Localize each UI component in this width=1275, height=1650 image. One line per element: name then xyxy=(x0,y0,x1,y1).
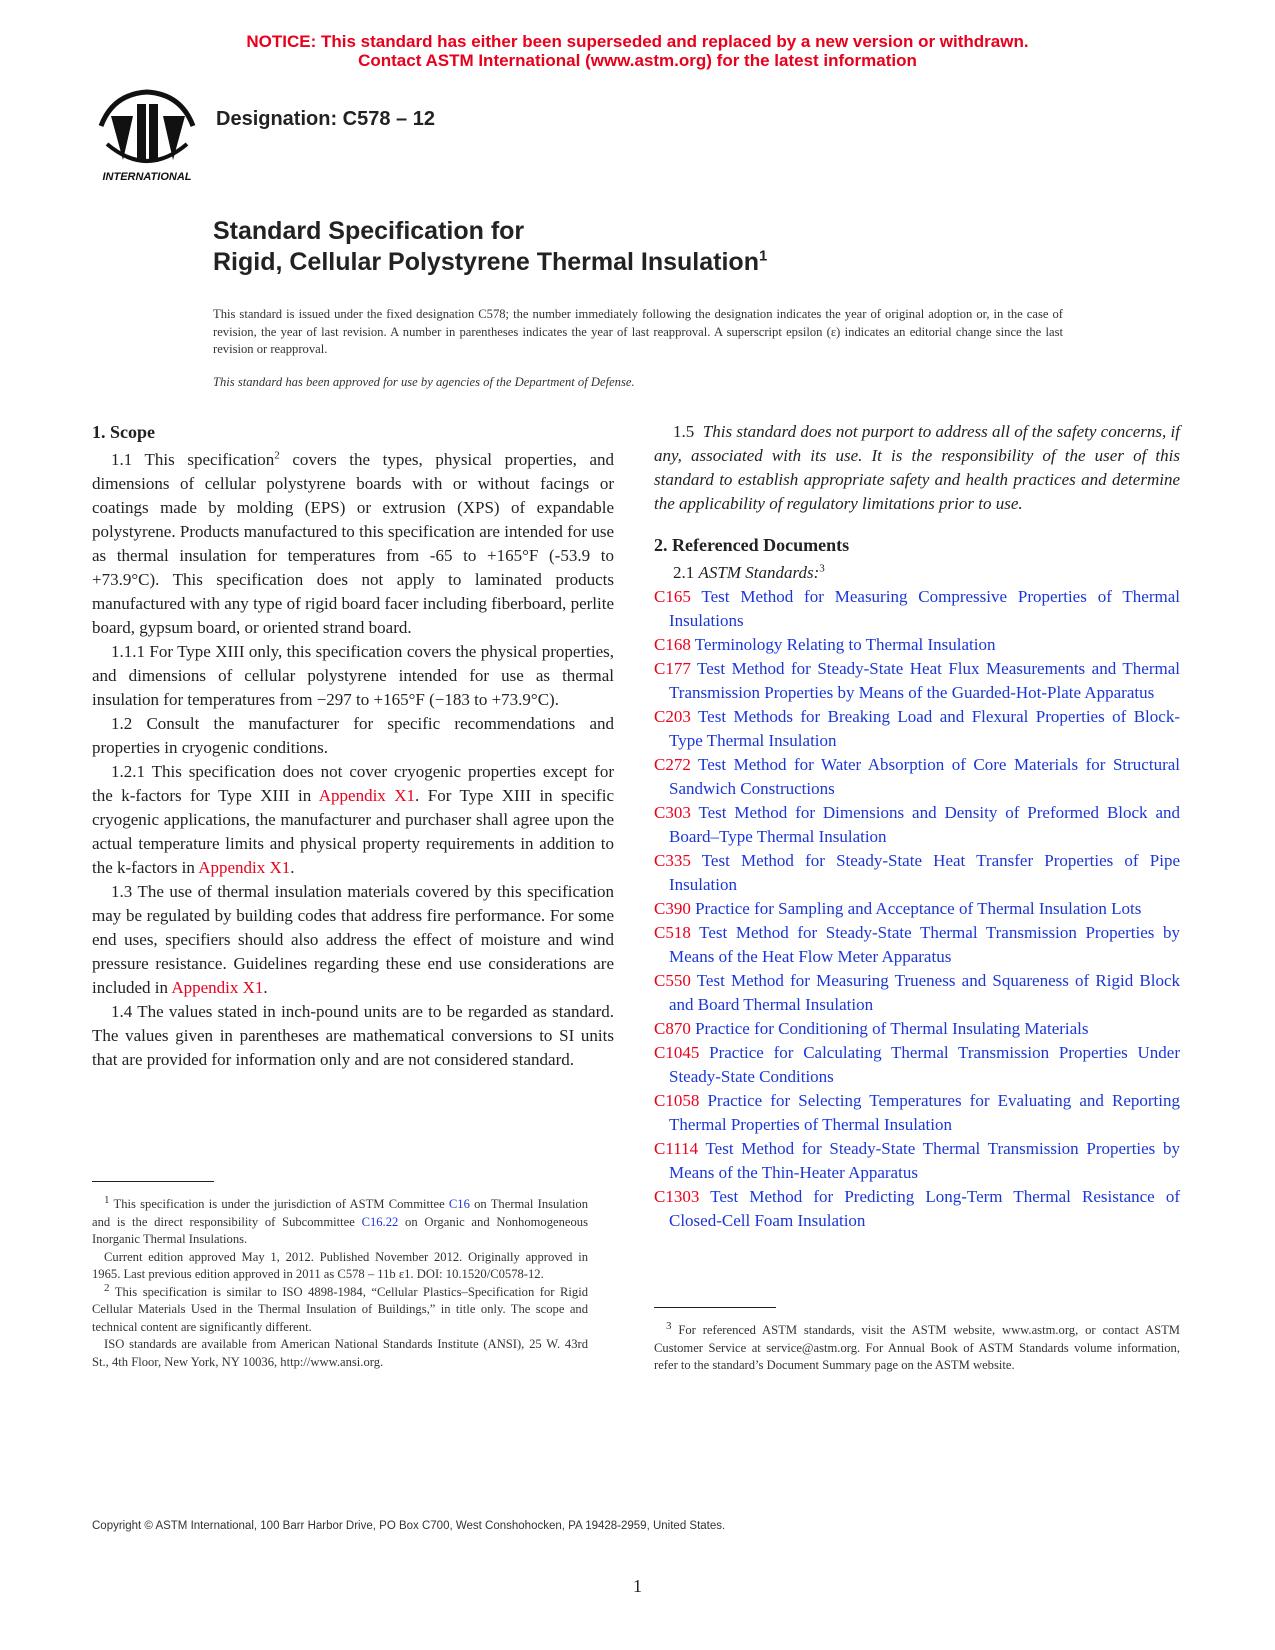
notice-line-2: Contact ASTM International (www.astm.org) for the latest information xyxy=(358,51,917,70)
para-1-3-text-a: 1.3 The use of thermal insulation materials covered by this specification may be regulated by building codes that address fire performance. For some end uses, specifiers should also address the effect of moisture and wind pressure resistance. Guidelines regarding these end use considerations are included in xyxy=(92,882,614,997)
title-line-2 xyxy=(213,247,767,278)
para-1-2-1-text-b: . For Type XIII in specific cryogenic applications, the manufacturer and purchaser shall agree upon the actual temperature limits and physical property requirements in addition to the k-factors in xyxy=(92,786,614,877)
footnote-3-text: For referenced ASTM standards, visit the ASTM website, www.astm.org, or contact ASTM Customer Service at service@astm.org. For Annual Book of ASTM Standards volume information, refer to the standard’s Document Summary page on the ASTM website. xyxy=(654,1323,1180,1372)
page-number: 1 xyxy=(633,1576,642,1596)
right-column xyxy=(654,420,1180,1233)
footnote-ref-3[interactable]: 3 xyxy=(819,562,825,575)
footnote-divider-right xyxy=(654,1307,776,1308)
para-1-3 xyxy=(92,880,614,1000)
footnote-divider-left xyxy=(92,1181,214,1182)
footnote-2 xyxy=(92,1281,588,1337)
reference-code-link[interactable]: C303 xyxy=(654,803,691,822)
reference-code-link[interactable]: C870 xyxy=(654,1019,691,1038)
committee-c16-link[interactable]: C16 xyxy=(448,1197,470,1211)
footnote-1-text-b: on Thermal Insulation and is the direct responsibility of Subcommittee xyxy=(92,1197,588,1229)
reference-title-link[interactable]: Practice for Selecting Temperatures for Evaluating and Reporting Thermal Properties of Thermal Insulation xyxy=(669,1091,1180,1134)
reference-code-link[interactable]: C390 xyxy=(654,899,691,918)
reference-item[interactable] xyxy=(654,585,1180,633)
footnote-1 xyxy=(92,1193,588,1249)
reference-item[interactable] xyxy=(654,1089,1180,1137)
reference-title-link[interactable]: Test Method for Measuring Compressive Properties of Thermal Insulations xyxy=(669,587,1180,630)
para-1-2-1-text-a: 1.2.1 This specification does not cover cryogenic properties except for the k-factors for Type XIII in xyxy=(92,762,614,805)
reference-item[interactable] xyxy=(654,705,1180,753)
reference-item[interactable] xyxy=(654,1017,1180,1041)
reference-item[interactable] xyxy=(654,633,1180,657)
scope-heading: 1. Scope xyxy=(92,422,155,442)
astm-standards-label xyxy=(654,561,1180,585)
logo-caption: INTERNATIONAL xyxy=(102,171,192,183)
reference-code-link[interactable]: C203 xyxy=(654,707,691,726)
reference-code-link[interactable]: C550 xyxy=(654,971,691,990)
approved-note: This standard has been approved for use by agencies of the Department of Defense. xyxy=(213,375,635,389)
appendix-x1-link[interactable]: Appendix X1 xyxy=(318,786,416,805)
reference-code-link[interactable]: C165 xyxy=(654,587,691,606)
reference-code-link[interactable]: C335 xyxy=(654,851,691,870)
subcommittee-c16-22-link[interactable]: C16.22 xyxy=(361,1214,399,1229)
reference-item[interactable] xyxy=(654,897,1180,921)
copyright: Copyright © ASTM International, 100 Barr Harbor Drive, PO Box C700, West Conshohocken, PA 19428-2959, United States. xyxy=(92,1520,726,1532)
footnotes-right xyxy=(654,1319,1180,1375)
reference-title-link[interactable]: Test Method for Steady-State Heat Transfer Properties of Pipe Insulation xyxy=(669,851,1180,894)
footnote-2-marker: 2 xyxy=(104,1281,110,1294)
reference-title-link[interactable]: Test Method for Steady-State Thermal Transmission Properties by Means of the Heat Flow Meter Apparatus xyxy=(669,923,1180,966)
reference-code-link[interactable]: C518 xyxy=(654,923,691,942)
reference-item[interactable] xyxy=(654,921,1180,969)
appendix-x1-link[interactable]: Appendix X1 xyxy=(198,858,291,877)
para-1-2-1-text-c: . xyxy=(290,858,295,877)
footnote-ref-2[interactable]: 2 xyxy=(274,449,280,462)
designation: Designation: C578 – 12 xyxy=(216,108,435,130)
para-1-3-text-b: . xyxy=(263,978,268,997)
reference-code-link[interactable]: C1303 xyxy=(654,1187,700,1206)
reference-item[interactable] xyxy=(654,1041,1180,1089)
title-line-1: Standard Specification for xyxy=(213,217,525,245)
reference-code-link[interactable]: C1058 xyxy=(654,1091,700,1110)
reference-item[interactable] xyxy=(654,1137,1180,1185)
para-1-1-1: 1.1.1 For Type XIII only, this specification covers the physical properties, and dimensions of cellular polystyrene intended for use as thermal insulation for temperatures from −297 to +165°F (−183 to +73.9°C). xyxy=(92,642,614,709)
reference-title-link[interactable]: Test Method for Steady-State Heat Flux Measurements and Thermal Transmission Properties by Means of the Guarded-Hot-Plate Apparatus xyxy=(669,659,1180,702)
reference-code-link[interactable]: C168 xyxy=(654,635,691,654)
reference-item[interactable] xyxy=(654,969,1180,1017)
reference-title-link[interactable]: Practice for Conditioning of Thermal Insulating Materials xyxy=(695,1019,1089,1038)
para-1-5 xyxy=(654,420,1180,516)
issued-note: This standard is issued under the fixed designation C578; the number immediately following the designation indicates the year of original adoption or, in the case of revision, the year of last revision. A number in parentheses indicates the year of last reapproval. A superscript epsilon (ε) indicates an editorial change since the last revision or reapproval. xyxy=(213,307,1063,356)
left-column xyxy=(92,420,614,1072)
appendix-x1-link[interactable]: Appendix X1 xyxy=(171,978,264,997)
reference-code-link[interactable]: C272 xyxy=(654,755,691,774)
astm-standards-number: 2.1 xyxy=(673,563,695,582)
para-1-4: 1.4 The values stated in inch-pound units are to be regarded as standard. The values given in parentheses are mathematical conversions to SI units that are provided for information only and are not considered standard. xyxy=(92,1002,614,1069)
reference-code-link[interactable]: C177 xyxy=(654,659,691,678)
para-1-2-1 xyxy=(92,760,614,880)
reference-code-link[interactable]: C1114 xyxy=(654,1139,699,1158)
notice-line-1: NOTICE: This standard has either been superseded and replaced by a new version or withdrawn. xyxy=(246,32,1029,51)
footnote-1-text-c: on Organic and Nonhomogeneous Inorganic Thermal Insulations. xyxy=(92,1214,588,1246)
footnotes-left xyxy=(92,1193,588,1371)
reference-item[interactable] xyxy=(654,801,1180,849)
footnote-2-text: This specification is similar to ISO 4898-1984, “Cellular Plastics–Specification for Rigid Cellular Materials Used in the Thermal Insulation of Buildings,” in title only. The scope and technical content are significantly different. xyxy=(92,1284,588,1334)
reference-item[interactable] xyxy=(654,657,1180,705)
supersede-notice xyxy=(0,32,1275,70)
footnote-1-marker: 1 xyxy=(104,1193,110,1206)
reference-title-link[interactable]: Practice for Sampling and Acceptance of Thermal Insulation Lots xyxy=(695,899,1142,918)
para-1-5-text: This standard does not purport to address all of the safety concerns, if any, associated with its use. It is the responsibility of the user of this standard to establish appropriate safety and health practices and determine the applicability of regulatory limitations prior to use. xyxy=(654,422,1180,513)
iso-note: ISO standards are available from American National Standards Institute (ANSI), 25 W. 43rd St., 4th Floor, New York, NY 10036, http://www.ansi.org. xyxy=(92,1337,588,1369)
para-1-1 xyxy=(92,448,614,640)
page-title xyxy=(213,216,767,278)
reference-item[interactable] xyxy=(654,1185,1180,1233)
reference-item[interactable] xyxy=(654,753,1180,801)
reference-code-link[interactable]: C1045 xyxy=(654,1043,700,1062)
para-1-1-text-a: 1.1 This specification xyxy=(111,450,275,469)
reference-title-link[interactable]: Test Method for Measuring Trueness and Squareness of Rigid Block and Board Thermal Insulation xyxy=(669,971,1180,1014)
astm-logo xyxy=(93,86,201,184)
reference-list xyxy=(654,585,1180,1233)
reference-title-link[interactable]: Terminology Relating to Thermal Insulation xyxy=(694,635,996,654)
reference-title-link[interactable]: Practice for Calculating Thermal Transmission Properties Under Steady-State Conditions xyxy=(669,1043,1181,1086)
footnote-1-text-a: This specification is under the jurisdiction of ASTM Committee xyxy=(109,1197,449,1211)
footnote-3 xyxy=(654,1319,1180,1375)
astm-standards-text: ASTM Standards: xyxy=(698,563,820,582)
reference-item[interactable] xyxy=(654,849,1180,897)
title-line-2-text: Rigid, Cellular Polystyrene Thermal Insulation xyxy=(213,248,759,276)
reference-title-link[interactable]: Test Method for Water Absorption of Core Materials for Structural Sandwich Constructions xyxy=(669,755,1180,798)
refdocs-heading: 2. Referenced Documents xyxy=(654,535,850,555)
para-1-1-text-b: covers the types, physical properties, and dimensions of cellular polystyrene boards with or without facings or coatings made by molding (EPS) or extrusion (XPS) of expandable polystyrene. Products manufactured to this specification are intended for use as thermal insulation for temperatures from -65 to +165°F (-53.9 to +73.9°C). This specification does not apply to laminated products manufactured with any type of rigid board facer including fiberboard, perlite board, gypsum board, or oriented strand board. xyxy=(92,450,614,637)
para-1-2: 1.2 Consult the manufacturer for specific recommendations and properties in cryogenic conditions. xyxy=(92,714,614,757)
edition-note: Current edition approved May 1, 2012. Published November 2012. Originally approved in 1965. Last previous edition approved in 2011 as C578 – 11b ε1. DOI: 10.1520/C0578-12. xyxy=(92,1249,588,1281)
reference-title-link[interactable]: Test Method for Dimensions and Density of Preformed Block and Board–Type Thermal Insulation xyxy=(669,803,1180,846)
title-footnote-ref[interactable]: 1 xyxy=(758,247,768,265)
reference-title-link[interactable]: Test Method for Predicting Long-Term Thermal Resistance of Closed-Cell Foam Insulation xyxy=(669,1187,1180,1230)
para-1-5-number: 1.5 xyxy=(673,422,695,441)
reference-title-link[interactable]: Test Method for Steady-State Thermal Transmission Properties by Means of the Thin-Heater Apparatus xyxy=(669,1139,1180,1182)
footnote-3-marker: 3 xyxy=(666,1319,672,1332)
reference-title-link[interactable]: Test Methods for Breaking Load and Flexural Properties of Block-Type Thermal Insulation xyxy=(669,707,1180,750)
